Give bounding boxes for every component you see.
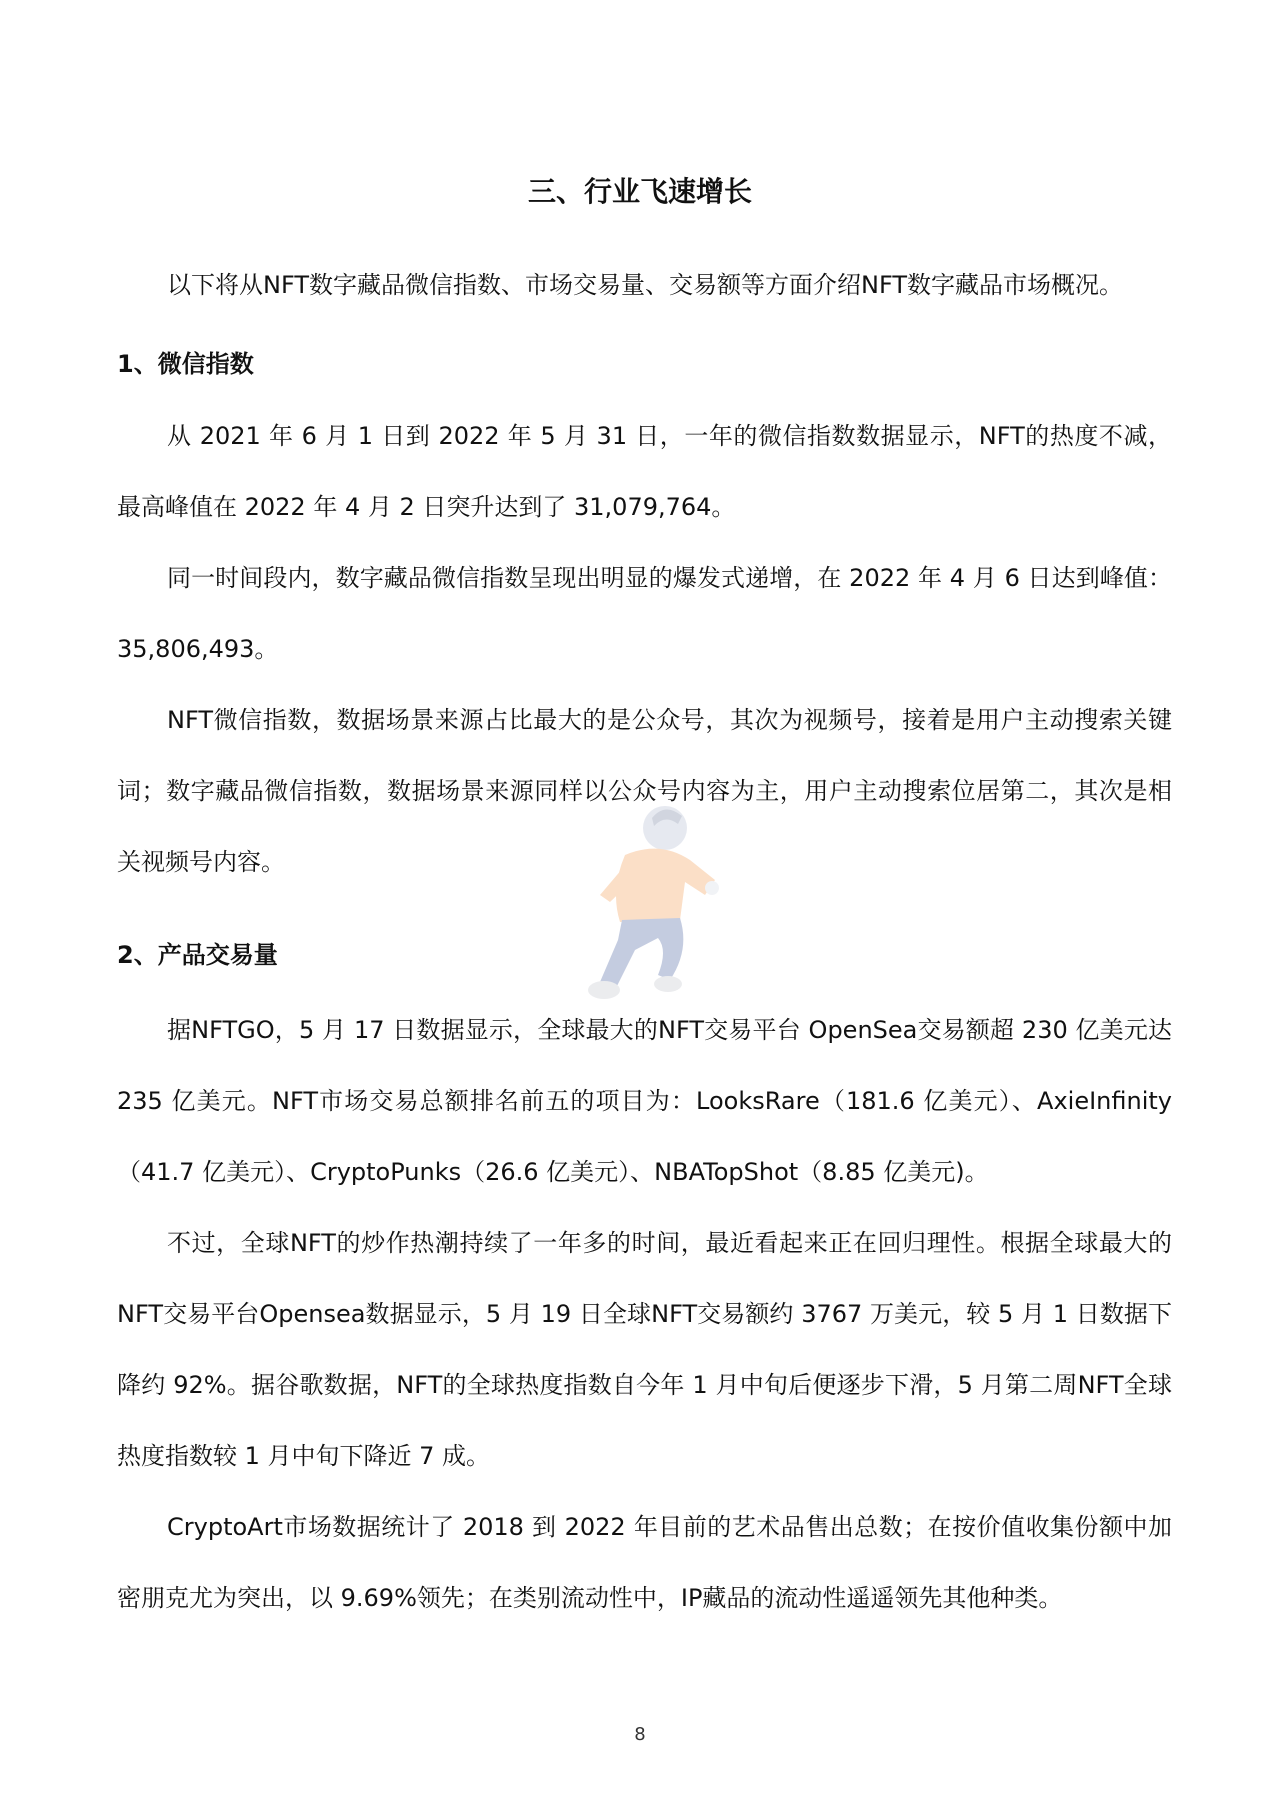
paragraph: 同一时间段内，数字藏品微信指数呈现出明显的爆发式递增，在 2022 年 4 月 6 日达到峰值：35,806,493。 <box>117 564 1172 663</box>
page-number: 8 <box>634 1724 646 1745</box>
running-figure-watermark-icon <box>540 800 760 1020</box>
page-title: 三、行业飞速增长 <box>527 175 752 208</box>
paragraph: NFT微信指数，数据场景来源占比最大的是公众号，其次为视频号，接着是用户主动搜索关键词；数字藏品微信指数，数据场景来源同样以公众号内容为主，用户主动搜索位居第二，其次是相关视频号内容。 <box>117 706 1172 876</box>
paragraph: CryptoArt市场数据统计了 2018 到 2022 年目前的艺术品售出总数；在按价值收集份额中加密朋克尤为突出，以 9.69%领先；在类别流动性中，IP藏品的流动性遥遥领先其他种类。 <box>117 1513 1172 1612</box>
paragraph: 据NFTGO，5 月 17 日数据显示，全球最大的NFT交易平台 OpenSea交易额超 230 亿美元达 235 亿美元。NFT市场交易总额排名前五的项目为：LooksRare（181.6 亿美元）、AxieInfinity（41.7 亿美元）、CryptoPunks（26.6 亿美元）、NBATopShot（8.85 亿美元)。 <box>117 1016 1172 1186</box>
intro-paragraph: 以下将从NFT数字藏品微信指数、市场交易量、交易额等方面介绍NFT数字藏品市场概况。 <box>167 271 1123 299</box>
section-heading-trading-volume: 2、产品交易量 <box>117 941 278 969</box>
section-heading-wechat-index: 1、微信指数 <box>117 350 254 378</box>
paragraph: 不过，全球NFT的炒作热潮持续了一年多的时间，最近看起来正在回归理性。根据全球最大的NFT交易平台Opensea数据显示，5 月 19 日全球NFT交易额约 3767 万美元，较 5 月 1 日数据下降约 92%。据谷歌数据，NFT的全球热度指数自今年 1 月中旬后便逐步下滑，5 月第二周NFT全球热度指数较 1 月中旬下降近 7 成。 <box>117 1229 1172 1470</box>
paragraph: 从 2021 年 6 月 1 日到 2022 年 5 月 31 日，一年的微信指数数据显示，NFT的热度不减，最高峰值在 2022 年 4 月 2 日突升达到了 31,079,764。 <box>117 422 1172 521</box>
